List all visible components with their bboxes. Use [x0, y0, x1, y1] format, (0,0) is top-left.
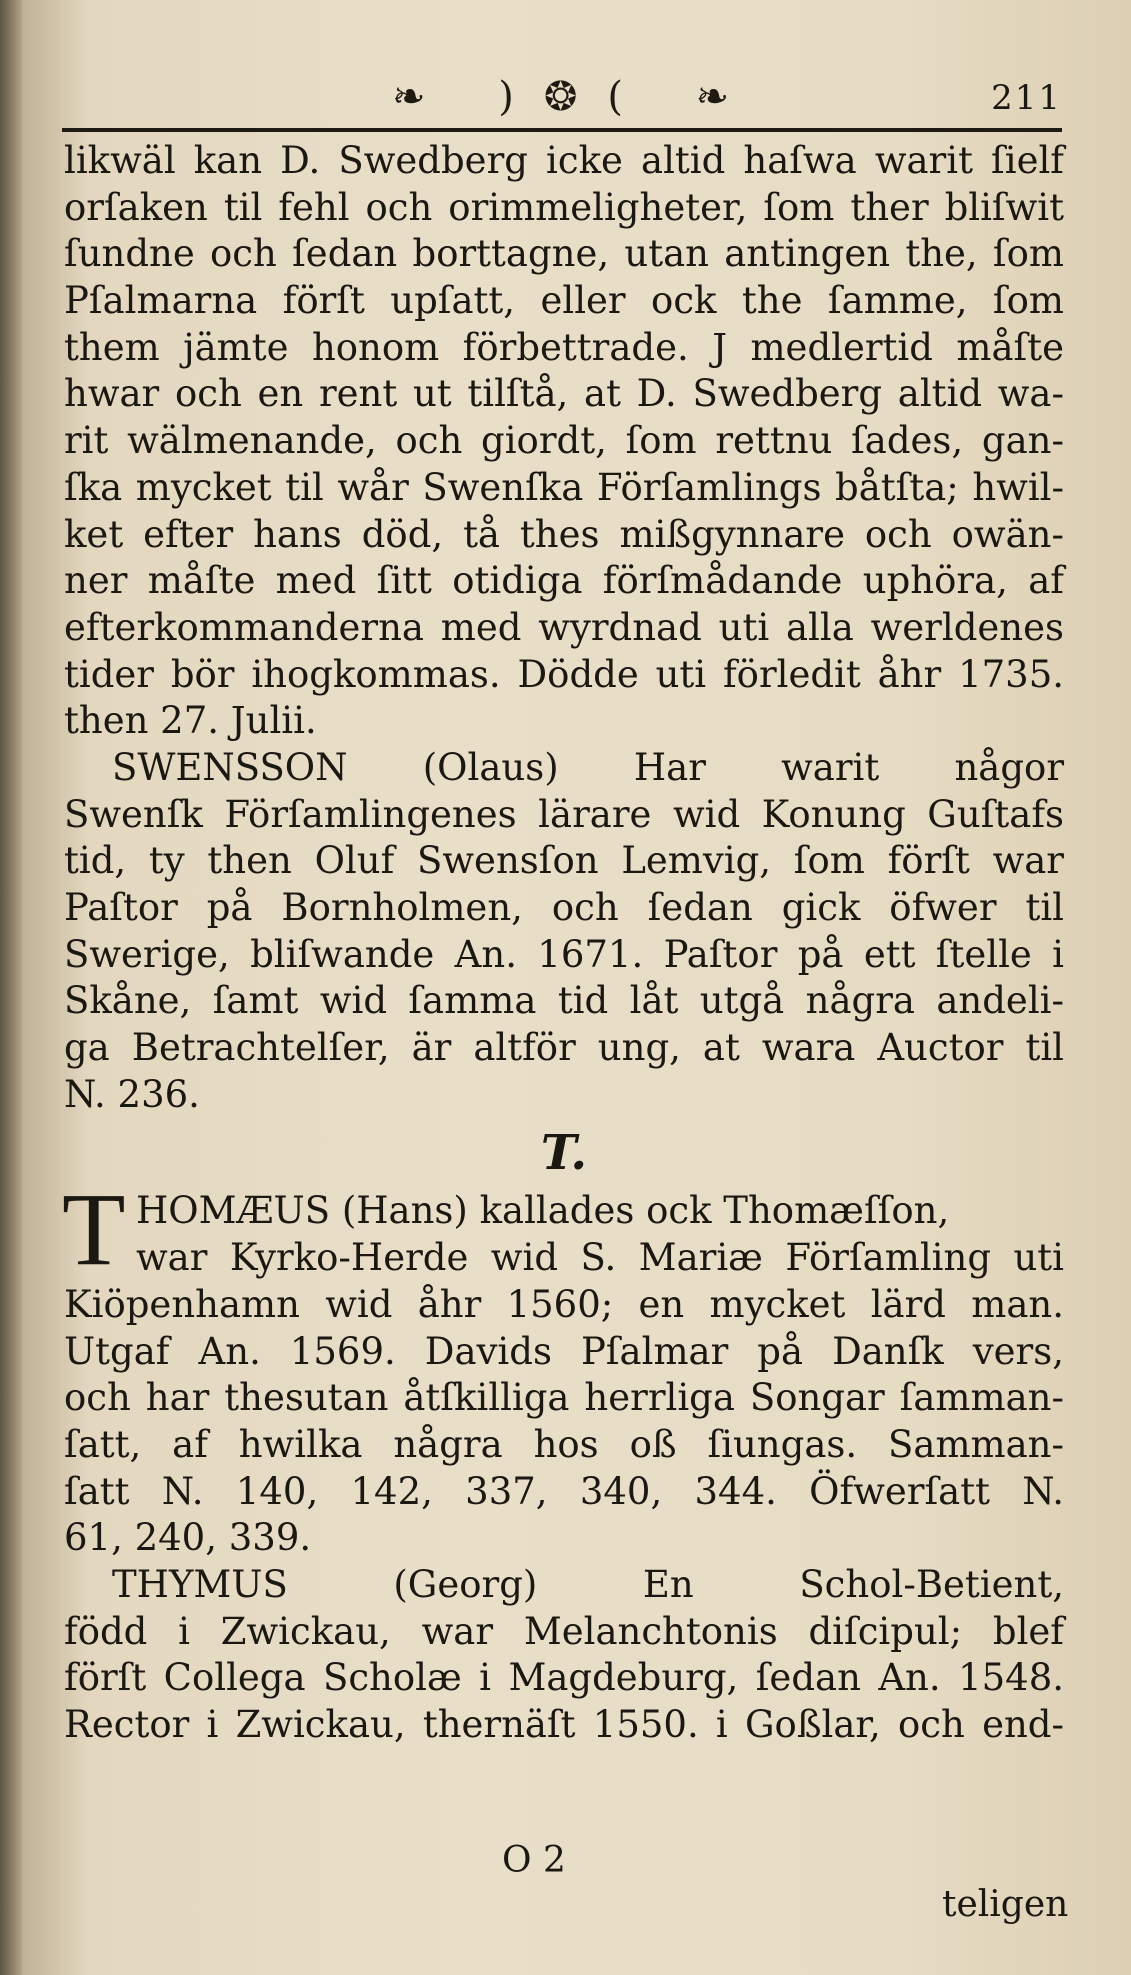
text-line: 61, 240, 339. [64, 1516, 312, 1560]
text-line: född i Zwickau, war Melanchtonis diſcipul; blef [64, 1609, 1064, 1653]
text-line: tider bör ihogkommas. Dödde uti förledit åhr 1735. [64, 652, 1064, 696]
text-line: likwäl kan D. Swedberg icke altid haſwa warit ſielf [64, 139, 1064, 182]
text-line: tid, ty then Oluf Swensſon Lemvig, ſom förſt war [64, 839, 1064, 883]
text-line: orſaken til fehl och orimmeligheter, ſom ther bliſwit [64, 185, 1064, 229]
text-line: Kiöpenhamn wid åhr 1560; en mycket lärd man. [64, 1282, 1064, 1326]
text-line: ket efter hans död, tå thes mißgynnare och owän- [64, 512, 1064, 556]
catchword: teligen [942, 1884, 1069, 1925]
drop-cap: T [62, 1172, 126, 1288]
text-line: ſka mycket til wår Swenſka Förſamlings båtſta; hwil- [64, 465, 1064, 509]
text-line: Paſtor på Bornholmen, och ſedan gick öfwer til [64, 886, 1064, 929]
book-page [22, 0, 1131, 1975]
header-ornament: ❧ )❂( ❧ [392, 74, 760, 120]
text-line: ſundne och ſedan borttagne, utan antingen the, ſom [64, 232, 1064, 276]
text-line: ga Betrachtelſer, är altför ung, at wara Auctor til [64, 1026, 1064, 1070]
header-rule [62, 128, 1062, 132]
text-line: rit wälmenande, och giordt, ſom rettnu ſades, gan- [64, 419, 1064, 463]
page-number: 211 [991, 78, 1062, 118]
signature-mark: O 2 [502, 1840, 566, 1881]
text-line: och har thesutan åtſkilliga herrliga Songar ſamman- [64, 1376, 1064, 1420]
text-line: Pſalmarna förſt upſatt, eller ock the ſamme, ſom [64, 279, 1064, 323]
text-line: ſatt N. 140, 142, 337, 340, 344. Öfwerſatt N. [64, 1469, 1064, 1513]
section-letter: T. [540, 1125, 588, 1182]
text-line: Swerige, bliſwande An. 1671. Paſtor på ett ſtelle i [64, 932, 1064, 976]
text-line: N. 236. [64, 1072, 200, 1116]
text-line: Rector i Zwickau, thernäſt 1550. i Goßlar, och end- [64, 1703, 1064, 1746]
page-header [62, 70, 1062, 126]
text-line: ſatt, af hwilka några hos oß ſiungas. Samman- [64, 1422, 1064, 1466]
text-line: then 27. Julii. [64, 699, 317, 743]
text-line: förſt Collega Scholæ i Magdeburg, ſedan An. 1548. [64, 1656, 1064, 1700]
text-line: hwar och en rent ut tilſtå, at D. Swedberg altid wa- [64, 372, 1064, 416]
text-line: war Kyrko-Herde wid S. Mariæ Förſamling uti [136, 1236, 1064, 1280]
book-spine-shadow [0, 0, 22, 1975]
text-line: them jämte honom förbettrade. J medlertid måſte [64, 325, 1064, 369]
page-body [64, 138, 1064, 1749]
text-line: efterkommanderna med wyrdnad uti alla werldenes [64, 605, 1064, 649]
text-line: SWENSSON (Olaus) Har warit någor [112, 745, 1064, 789]
text-line: Skåne, ſamt wid ſamma tid låt utgå några andeli- [64, 979, 1064, 1023]
text-line: THYMUS (Georg) En Schol-Betient, [112, 1562, 1064, 1606]
text-line: Swenſk Förſamlingenes lärare wid Konung Guſtafs [64, 792, 1064, 836]
text-line: Utgaf An. 1569. Davids Pſalmar på Danſk vers, [64, 1329, 1064, 1373]
text-line: HOMÆUS (Hans) kallades ock Thomæſſon, [136, 1189, 950, 1233]
text-line: ner måſte med ſitt otidiga förſmådande uphöra, af [64, 559, 1064, 603]
